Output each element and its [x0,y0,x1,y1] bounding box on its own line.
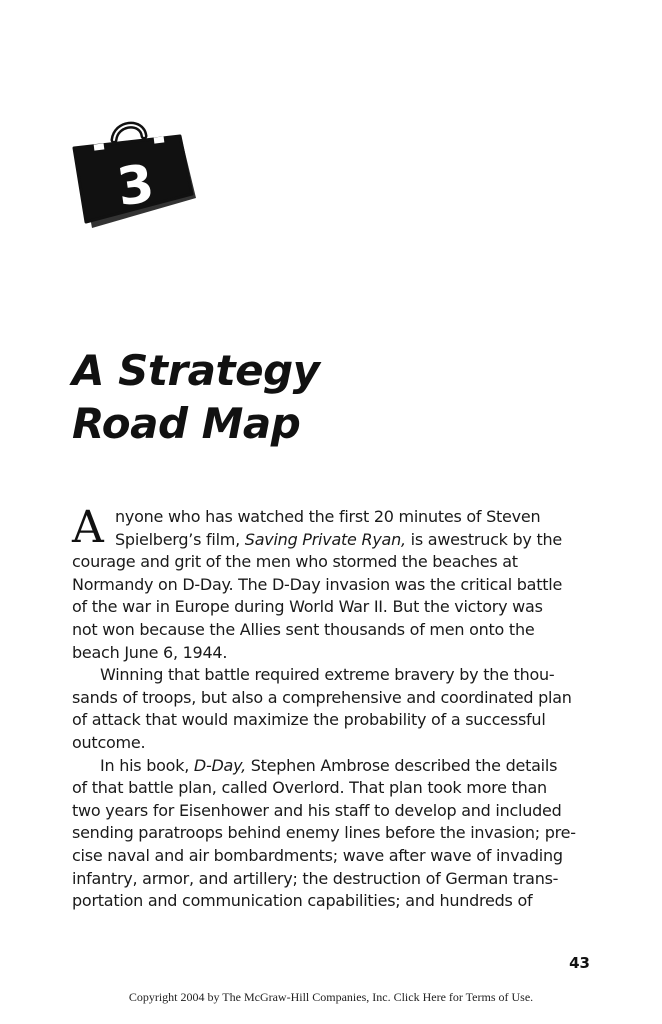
copyright-link[interactable]: Copyright 2004 by The McGraw-Hill Companies, Inc. Click Here for Terms of Use. [128,990,534,1004]
text-line: of attack that would maximize the probability of a successful [72,710,546,730]
chapter-title [72,344,320,450]
text-line: courage and grit of the men who stormed the beaches at [72,552,518,572]
text-line: Winning that battle required extreme bravery by the thou- [100,665,555,685]
chapter-title-line-1: A Strategy [72,346,320,395]
text-line: infantry, armor, and artillery; the destruction of German trans- [72,868,559,888]
briefcase-icon [72,118,202,233]
chapter-title-line-2: Road Map [72,399,301,448]
text-line: beach June 6, 1944. [72,642,228,662]
text-line: cise naval and air bombardments; wave after wave of invading [72,845,563,865]
text-span: Spielberg’s film, [115,529,245,549]
page-number: 43 [569,954,590,972]
text-span: is awestruck by the [405,529,562,549]
text-line [72,755,592,778]
text-line: sending paratroops behind enemy lines before the invasion; pre- [72,823,576,843]
text-span: In his book, [100,755,194,775]
text-line: not won because the Allies sent thousands of men onto the [72,619,535,639]
text-line: portation and communication capabilities; and hundreds of [72,891,533,911]
text-line: of the war in Europe during World War II. But the victory was [72,597,543,617]
book-title: D-Day, [193,755,246,775]
chapter-number: 3 [113,153,158,219]
film-title: Saving Private Ryan, [244,529,406,549]
text-line: sands of troops, but also a comprehensive and coordinated plan [72,687,572,707]
drop-cap: A [72,502,104,553]
text-line [72,529,592,552]
text-line: outcome. [72,732,146,752]
text-span: Stephen Ambrose described the details [245,755,558,775]
text-line: nyone who has watched the first 20 minutes of Steven [115,507,541,526]
text-line: two years for Eisenhower and his staff to develop and included [72,800,562,820]
text-line: of that battle plan, called Overlord. That plan took more than [72,778,547,798]
body-text [72,502,592,913]
text-line: Normandy on D-Day. The D-Day invasion was the critical battle [72,574,563,594]
